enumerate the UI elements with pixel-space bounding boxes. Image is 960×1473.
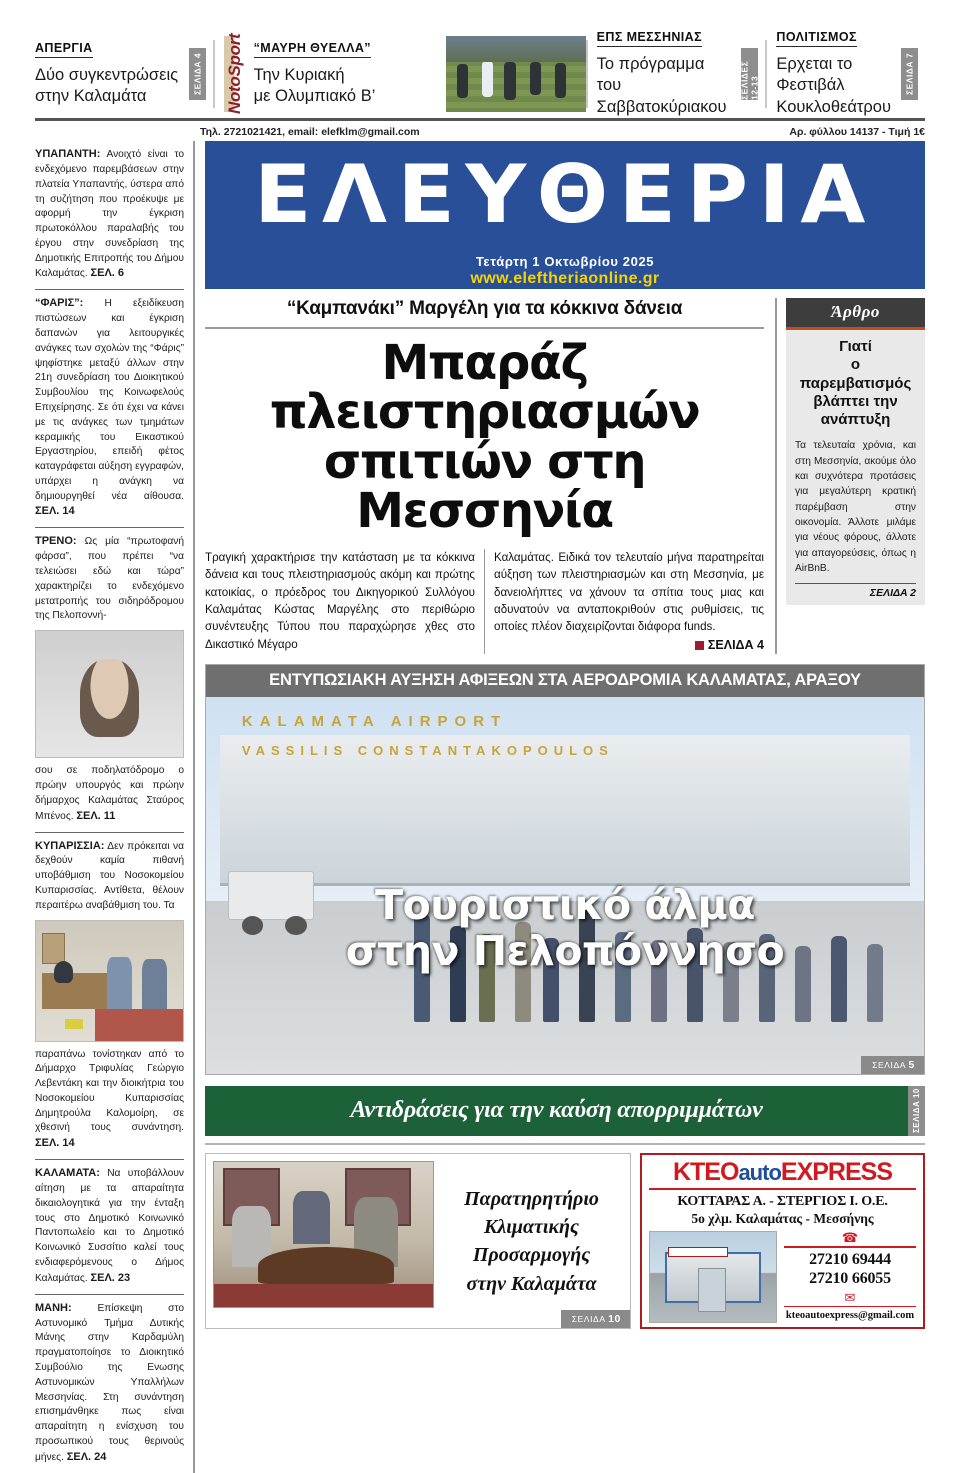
brief-lead: ΚΥΠΑΡΙΣΣΙΑ: [35,839,105,852]
brief-text-after: σου σε ποδηλατόδρομο ο πρώην υπουργός και πρώην δήμαρχος Καλαμάτας Σταύρος Μπένος. [35,765,184,822]
arthro-header [786,298,925,330]
teaser-kicker: ΠΟΛΙΤΙΣΜΟΣ [776,30,856,47]
headline-line-1: Μπαράζ πλειστηριασμών [269,335,700,441]
lead-story[interactable] [205,298,775,654]
ad-divider [784,1246,916,1248]
green-band-text: Αντιδράσεις για την καύση απορριμμάτων [205,1086,908,1136]
brief-text: Ως μία “πρωτοφανή φάρσα”, που πρέπει “να τελειώσει εδώ και τώρα” χαρακτηρίζει το ενδεχόμενο μετατροπής του σιδηρόδρομου της Πελοποννή- [35,536,184,622]
notosport-logo: NotoSport [224,33,244,115]
brief-ypapanti [35,141,184,289]
brief-kalamata [35,1159,184,1294]
observatory-title-line-4: στην Καλαμάτα [466,1272,597,1295]
page-tab[interactable]: ΣΕΛΙΔΑ 7 [901,48,918,100]
brief-photo-meeting [35,920,184,1042]
lead-story-zone [205,298,925,654]
observatory-title-line-2: Κλιματικής [484,1216,579,1239]
teaser-line-2: με Ολυμπιακό Β’ [253,87,376,105]
brief-page-ref[interactable]: ΣΕΛ. 11 [76,809,116,822]
arthro-title-line-4: ανάπτυξη [820,411,891,429]
ad-logo-auto: auto [738,1160,781,1186]
teaser-kicker: ΑΠΕΡΓΙΑ [35,41,93,58]
brief-photo-portrait [35,630,184,758]
arthro-title-line-1: Γιατί [839,338,872,355]
ad-divider [784,1306,916,1308]
brief-text: Δεν πρόκειται να δεχθούν καμία πιθανή υποβάθμιση του Νοσοκομείου Κυπαρισσίας. Αντίθετα, θέλουν περαιτέρω αναβάθμιση του. Τα [35,840,184,911]
brief-lead: ΥΠΑΠΑΝΤΗ: [35,148,101,160]
brief-lead: “ΦΑΡΙΣ”: [35,297,84,310]
brief-text: Ανοιχτό είναι το ενδεχόμενο παρεμβάσεων στην πλατεία Υπαπαντής, ύστερα από τη συζήτηση που προέκυψε με αφορμή την έγκριση πρωτοκόλλου παραλαβής του έργου στην συνεδρίαση της Δημοτικής Επιτροπής του Δήμου Καλαμάτας. [35,149,184,280]
brief-faris [35,289,184,527]
arthro-text: Τα τελευταία χρόνια, και στη Μεσσηνία, ακούμε όλο και συχνότερα προτάσεις για μεγαλύτερη κρατική παρέμβαση στην οικονομία. Άλλοτε μιλάμε για νέους φόρους, άλλοτε για απαγορεύσεις, όπως η AirBnB. [795,440,916,574]
headline-line-2: σπιτιών στη Μεσσηνία [323,433,646,540]
observatory-title-line-1: Παρατηρητήριο [464,1187,599,1210]
teaser-line-1: Ερχεται το Φεστιβάλ [776,55,853,95]
brief-page-ref[interactable]: ΣΕΛ. 14 [35,505,75,518]
brief-page-ref[interactable]: ΣΕΛ. 23 [90,1271,131,1284]
ad-building-photo [649,1231,777,1323]
observatory-title [434,1161,623,1321]
ad-divider [649,1188,916,1190]
brief-kyparissia [35,832,184,1160]
football-photo-thumbnail [446,36,586,112]
brief-mani [35,1294,184,1473]
ad-company-name: ΚΟΤΤΑΡΑΣ Α. - ΣΤΕΡΓΙΟΣ Ι. Ο.Ε. [677,1194,888,1210]
arthro-label: Άρθρο [831,302,880,321]
divider [586,40,588,108]
badge-label: ΣΕΛΙΔΑ [872,1060,906,1071]
ad-email[interactable]: kteoautoexpress@gmail.com [785,1310,915,1322]
bottom-row [205,1153,925,1329]
lead-column-2-text: Καλαμάτας. Ειδικά τον τελευταίο μήνα παρατηρείται αύξηση των πλειστηριασμών και στη Μεσσηνία, με δανειολήπτες να χάνουν τα σπίτια τους μιας και αδυνατούν να ανταποκριθούν στις ρυθμίσεις, τις οποίες πλέον διαχειρίζονται διάφορα funds. [494,550,764,634]
observatory-item[interactable] [205,1153,631,1329]
right-content-zone [195,141,925,1473]
observatory-photo [213,1161,434,1308]
contact-row [35,126,925,141]
issue-info: Αρ. φύλλου 14137 - Τιμή 1€ [789,126,925,138]
feature-page-badge[interactable] [861,1056,924,1074]
arthro-body[interactable] [786,330,925,605]
airport-sign-line-2: VASSILIS CONSTANTAKOPOULOS [241,742,614,758]
masthead [205,141,925,289]
airport-sign-line-1: KALAMATA AIRPORT [241,712,508,730]
mail-icon: ✉ [844,1289,856,1305]
brief-lead: ΤΡΕΝΟ: [35,535,77,548]
top-teaser-bar [35,0,925,116]
observatory-title-line-3: Προσαρμογής [472,1244,591,1267]
green-band-page-tab[interactable]: ΣΕΛΙΔΑ 10 [908,1086,925,1136]
brief-text: Επίσκεψη στο Αστυνομικό Τμήμα Δυτικής Μάνης στην Καρδαμύλη πραγματοποίησε το Διοικητικό Συμβούλιο της Ενωσης Αστυνομικών Υπαλλήλων Μεσσηνίας. Στη συνάντηση επισημάνθηκε πως είναι απαραίτητη η ενίσχυση του προσωπικού τους θερινούς μήνες. [35,1302,184,1463]
airport-feature[interactable] [205,664,925,1075]
arthro-column [775,298,925,654]
brief-lead: ΚΑΛΑΜΑΤΑ: [35,1167,100,1180]
brief-text: Η εξειδίκευση πιστώσεων και έγκριση δαπανών για λειτουργικές ανάγκες των σχολών της “Φάρις” ψηφίστηκε μεταξύ άλλων στην 21η συνεδρίαση του Διοικητικού Συμβουλίου της Κοινωφελούς Επιχείρησης. Σε ότι έχει να κάνει με τις ανάγκες των τμημάτων κεραμικής του Εικαστικού Εργαστηρίου, επειδή φέτος καταγράφεται αύξηση εγγραφών, υπάρχει η ανάγκη να δημιουργηθεί νέα αίθουσα. [35,298,184,502]
observatory-page-badge[interactable] [561,1310,630,1328]
arthro-title [795,338,916,429]
lead-column-1: Τραγική χαρακτήρισε την κατάσταση με τα κόκκινα δάνεια και τους πλειστηριασμούς ακόμη και πρώτης κατοικίας, ο πρόεδρος του Δικηγορικού Συλλόγου Καλαμάτας Κώστας Μαργέλης στο περιθώριο συνέντευξης Τύπου που παραχώρησε χθες στο Δικαστικό Μέγαρο [205,549,485,655]
ad-phone-2[interactable]: 27210 66055 [809,1269,891,1287]
main-layout [35,141,925,1473]
teaser-politismos[interactable] [776,30,925,116]
feature-title [206,883,924,975]
teaser-apergia[interactable] [35,36,213,112]
teaser-notosport[interactable] [224,33,446,115]
ad-logo [649,1160,916,1185]
brief-page-ref[interactable]: ΣΕΛ. 6 [90,267,125,280]
contact-info: Τηλ. 2721021421, email: elefklm@gmail.com [200,126,420,138]
divider [213,40,215,108]
teaser-line-1: Το πρόγραμμα του [596,55,705,95]
teaser-line-2: στην Καλαμάτα [35,87,147,105]
teaser-kicker: ΕΠΣ ΜΕΣΣΗΝΙΑΣ [597,30,702,47]
brief-text: Να υποβάλλουν αίτηση με τα απαραίτητα δικαιολογητικά για την ένταξη τους στο Δημοτικό Κοινωνικό Παντοπωλείο και το Δημοτικό Κοινωνικό Συσσίτιο καλεί τους ενδιαφερόμενους ο Δήμος Καλαμάτας. [35,1168,184,1284]
square-mark-icon [695,641,704,650]
teaser-line-2: Κουκλοθεάτρου [776,97,891,116]
lead-headline [205,335,764,540]
header-divider-rule [35,118,925,121]
ad-body [649,1231,916,1323]
brief-text-after: παραπάνω τονίστηκαν από το Δήμαρχο Τριφυλίας Γεώργιο Λεβεντάκη και την διοικήτρια του Νοσοκομείου Κυπαρισσίας Δημητρούλα Καλομοίρη, σε χθεσινή τους συνάντηση. [35,1048,184,1134]
brief-page-ref[interactable]: ΣΕΛ. 24 [66,1450,107,1463]
lead-overline: “Καμπανάκι” Μαργέλη για τα κόκκινα δάνεια [205,298,764,329]
arthro-page-ref[interactable]: ΣΕΛΙΔΑ 2 [795,583,916,599]
lead-body [205,549,764,655]
badge-number: 5 [908,1059,915,1072]
teaser-line-1: Δύο συγκεντρώσεις [35,65,179,84]
page-tab[interactable]: ΣΕΛΙΔΑ 4 [189,48,206,100]
brief-treno [35,527,184,831]
ad-address: 5ο χλμ. Καλαμάτας - Μεσσήνης [691,1211,874,1227]
teaser-kicker: “ΜΑΥΡΗ ΘΥΕΛΛΑ” [254,41,371,58]
page-tab[interactable]: ΣΕΛΙΔΕΣ 12-13 [741,48,758,100]
teaser-line-1: Την Κυριακή [253,65,345,84]
green-band-row[interactable] [205,1086,925,1136]
masthead-title: ΕΛΕΥΘΕΡΙΑ [254,148,876,241]
badge-number: 10 [608,1313,621,1326]
teaser-eps-messinias[interactable] [596,30,766,116]
feature-title-line-2: στην Πελοπόννησο [345,927,785,976]
feature-band-text: ΕΝΤΥΠΩΣΙΑΚΗ ΑΥΞΗΣΗ ΑΦΙΞΕΩΝ ΣΤΑ ΑΕΡΟΔΡΟΜΙΑ ΚΑΛΑΜΑΤΑΣ, ΑΡΑΞΟΥ [206,665,924,697]
left-briefs-column [35,141,195,1473]
ad-contact [777,1231,916,1323]
arthro-title-line-2: ο παρεμβατισμός [799,356,912,392]
ad-phone-1[interactable]: 27210 69444 [809,1250,891,1268]
section-divider [205,1143,925,1145]
lead-column-2 [485,549,764,655]
ad-logo-express: EXPRESS [780,1158,892,1187]
divider [765,40,767,108]
brief-page-ref[interactable]: ΣΕΛ. 14 [35,1137,75,1150]
phone-icon: ☎ [841,1230,859,1246]
ad-logo-kteo: KTEO [672,1158,739,1187]
lead-page-ref[interactable]: ΣΕΛΙΔΑ 4 [695,636,764,655]
masthead-url[interactable]: www.eleftheriaonline.gr [470,270,660,287]
airport-photo [206,697,924,1074]
teaser-line-2: Σαββατοκύριακου [596,97,727,116]
kteo-advertisement[interactable] [640,1153,925,1329]
brief-lead: ΜΑΝΗ: [35,1301,72,1314]
badge-label: ΣΕΛΙΔΑ [571,1314,606,1325]
masthead-date: Τετάρτη 1 Οκτωβρίου 2025 [475,254,655,269]
feature-title-line-1: Τουριστικό άλμα [375,881,755,930]
arthro-title-line-3: βλάπτει την [813,392,898,410]
